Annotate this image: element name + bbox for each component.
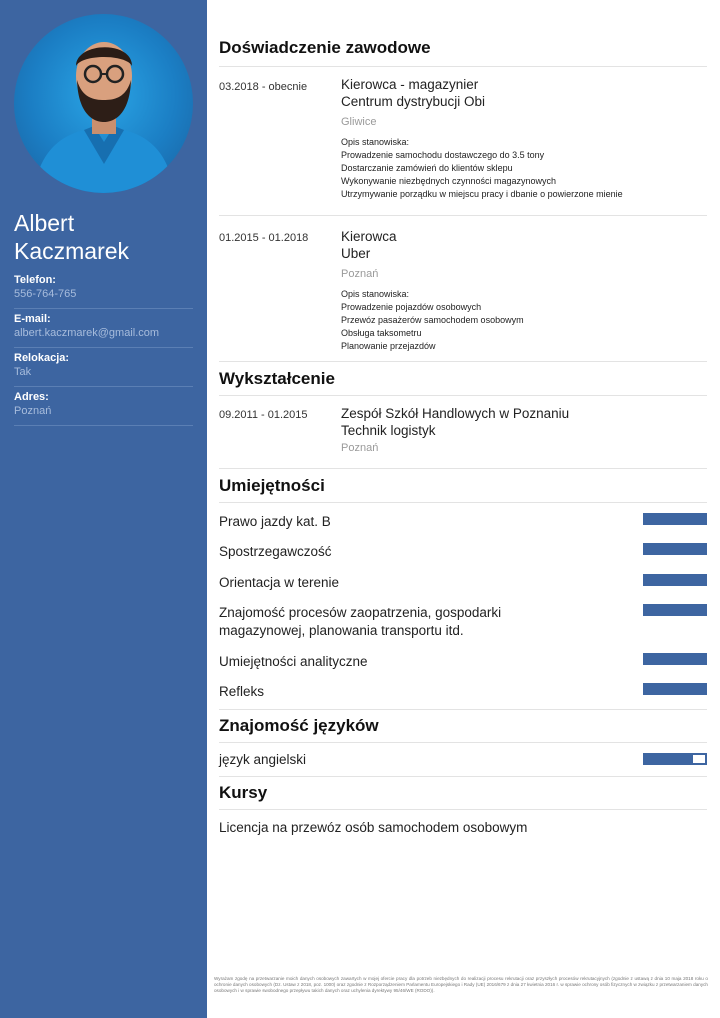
gdpr-consent-clause: Wyrażam zgodę na przetwarzanie moich danych osobowych zawartych w mojej ofercie pracy dla potrzeb niezbędnych do realizacji procesu rekrutacji oraz przyszłych procesów rekrutacyjnych (zgodnie z ustawą z dnia 10 maja 2018 roku o ochronie danych osobowych (Dz. Ustaw z 2018, poz. 1000) oraz zgodnie z Rozporządzeniem Parlamentu Europejskiego i Rady (UE) 2016/679 z dnia 27 kwietnia 2016 r. w sprawie ochrony osób fizycznych w związku z przetwarzaniem danych osobowych i w sprawie swobodnego przepływu takich danych oraz uchylenia dyrektywy 95/46/WE (RODO)). xyxy=(214,976,708,993)
skill-level-bar xyxy=(643,604,707,616)
job-description xyxy=(341,136,707,201)
skill-level-bar xyxy=(643,543,707,555)
desc-line: Planowanie przejazdów xyxy=(341,341,436,351)
skill-level-bar xyxy=(643,683,707,695)
contact-address xyxy=(14,390,193,426)
person-name xyxy=(14,209,199,265)
school-location: Poznań xyxy=(341,442,379,454)
school-name: Zespół Szkół Handlowych w Poznaniu xyxy=(341,406,570,421)
language-level-bar xyxy=(643,753,707,765)
experience-item xyxy=(341,228,707,353)
desc-line: Prowadzenie pojazdów osobowych xyxy=(341,302,482,312)
language-name: język angielski xyxy=(219,752,307,767)
contact-value: Tak xyxy=(14,366,32,378)
job-company: Centrum dystrybucji Obi xyxy=(341,94,486,109)
job-position: Kierowca - magazynier xyxy=(341,77,479,92)
job-description xyxy=(341,288,707,353)
skill-name: Prawo jazdy kat. B xyxy=(219,514,331,529)
skill-name: Umiejętności analityczne xyxy=(219,654,368,669)
section-title-experience: Doświadczenie zawodowe xyxy=(219,38,431,57)
job-location: Poznań xyxy=(341,268,379,280)
job-position: Kierowca xyxy=(341,229,397,244)
contact-label: Adres: xyxy=(14,391,49,403)
education-dates: 09.2011 - 01.2015 xyxy=(219,409,308,421)
contact-label: E-mail: xyxy=(14,313,51,325)
experience-item xyxy=(341,76,707,201)
desc-line: Opis stanowiska: xyxy=(341,289,410,299)
desc-line: Opis stanowiska: xyxy=(341,137,410,147)
contact-label: Telefon: xyxy=(14,274,56,286)
job-location: Gliwice xyxy=(341,116,377,128)
contact-relocation xyxy=(14,351,193,387)
skill-name xyxy=(219,604,609,640)
person-photo-icon xyxy=(14,14,193,193)
divider xyxy=(219,502,707,503)
skill-level-bar xyxy=(643,513,707,525)
divider xyxy=(219,709,707,710)
contact-value: albert.kaczmarek@gmail.com xyxy=(14,327,160,339)
skill-name: Orientacja w terenie xyxy=(219,575,340,590)
desc-line: Przewóz pasażerów samochodem osobowym xyxy=(341,315,524,325)
job-company: Uber xyxy=(341,246,371,261)
contact-email xyxy=(14,312,193,348)
last-name: Kaczmarek xyxy=(14,238,130,264)
section-title-education: Wykształcenie xyxy=(219,369,335,388)
degree: Technik logistyk xyxy=(341,423,436,438)
divider xyxy=(219,66,707,67)
contact-value: 556-764-765 xyxy=(14,288,77,300)
experience-dates: 03.2018 - obecnie xyxy=(219,81,308,93)
course-item: Licencja na przewóz osób samochodem osobowym xyxy=(219,820,528,835)
divider xyxy=(219,776,707,777)
divider xyxy=(219,809,707,810)
first-name: Albert xyxy=(14,210,75,236)
desc-line: Utrzymywanie porządku w miejscu pracy i dbanie o powierzone mienie xyxy=(341,189,623,199)
education-item xyxy=(341,405,707,455)
divider xyxy=(219,215,707,216)
skill-level-bar xyxy=(643,574,707,586)
divider xyxy=(219,742,707,743)
divider xyxy=(219,468,707,469)
contact-value: Poznań xyxy=(14,405,52,417)
sidebar xyxy=(0,0,207,1018)
skill-name: Spostrzegawczość xyxy=(219,544,332,559)
desc-line: Obsługa taksometru xyxy=(341,328,422,338)
section-title-skills: Umiejętności xyxy=(219,476,325,495)
divider xyxy=(219,395,707,396)
desc-line: Prowadzenie samochodu dostawczego do 3.5 tony xyxy=(341,150,545,160)
skill-name-line: magazynowej, planowania transportu itd. xyxy=(219,623,464,638)
section-title-courses: Kursy xyxy=(219,783,268,802)
experience-dates: 01.2015 - 01.2018 xyxy=(219,232,309,244)
skill-name: Refleks xyxy=(219,684,265,699)
contact-label: Relokacja: xyxy=(14,352,70,364)
section-title-languages: Znajomość języków xyxy=(219,716,379,735)
skill-level-bar xyxy=(643,653,707,665)
desc-line: Dostarczanie zamówień do klientów sklepu xyxy=(341,163,513,173)
skill-name-line: Znajomość procesów zaopatrzenia, gospodarki xyxy=(219,605,502,620)
desc-line: Wykonywanie niezbędnych czynności magazynowych xyxy=(341,176,557,186)
profile-photo xyxy=(14,14,193,193)
divider xyxy=(219,361,707,362)
contact-phone xyxy=(14,273,193,309)
